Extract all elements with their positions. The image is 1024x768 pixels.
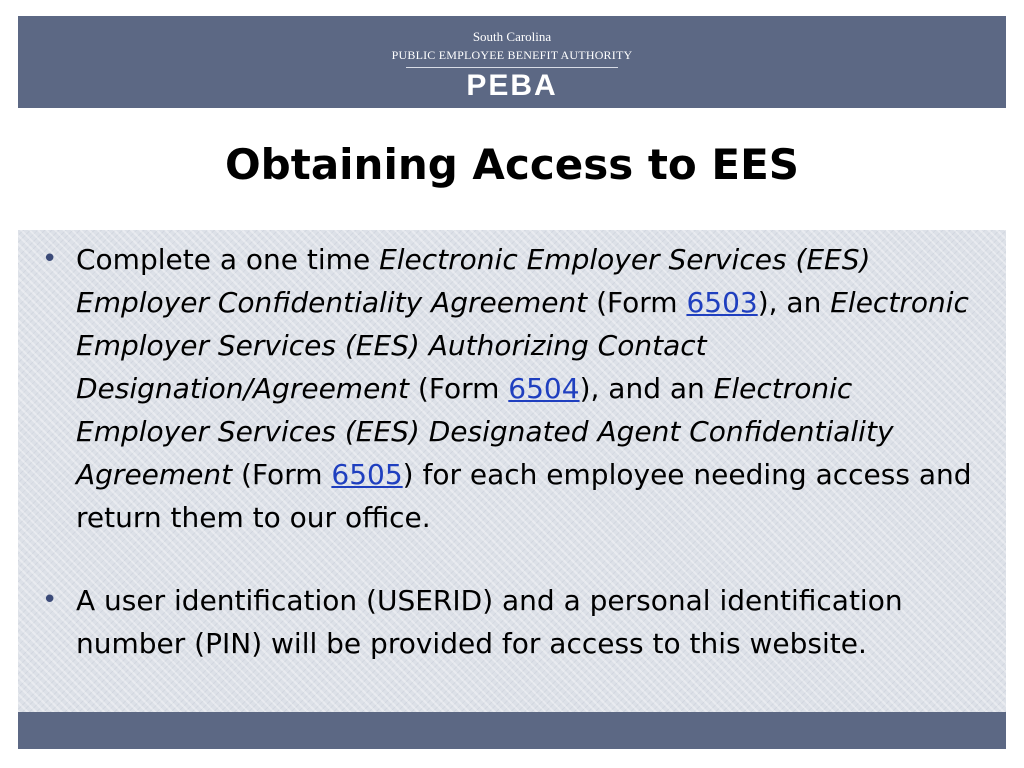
form-title-6503: Electronic Employer Services (EES) Employer Confidentiality Agreement	[76, 243, 871, 319]
bullet-text: (Form	[587, 286, 687, 319]
bullet-text: (Form	[232, 458, 332, 491]
form-6505-link[interactable]: 6505	[331, 458, 403, 491]
slide-title: Obtaining Access to EES	[224, 140, 800, 189]
bullet-item-forms	[38, 238, 993, 539]
form-6503-link[interactable]: 6503	[686, 286, 758, 319]
peba-logo	[18, 16, 1006, 108]
logo-agency-text: PUBLIC EMPLOYEE BENEFIT AUTHORITY	[391, 48, 633, 62]
bullet-dot-icon: •	[42, 585, 58, 615]
content-area	[18, 230, 1006, 712]
slide-frame	[18, 16, 1006, 749]
bullet-dot-icon: •	[42, 244, 58, 274]
form-title-6504: Electronic Employer Services (EES) Authorizing Contact Designation/Agreement	[76, 286, 969, 405]
form-title-6505: Electronic Employer Services (EES) Designated Agent Confidentiality Agreement	[76, 372, 894, 491]
bullet-text: (Form	[409, 372, 509, 405]
title-band	[18, 108, 1006, 230]
bullet-text: ), an	[757, 286, 831, 319]
form-6504-link[interactable]: 6504	[508, 372, 580, 405]
logo-state-text: South Carolina	[472, 29, 552, 44]
bullet-text: A user identification (USERID) and a personal identification number (PIN) will be provided for access to this website.	[76, 584, 903, 660]
bullet-item-userid	[38, 579, 993, 665]
bullet-list	[38, 238, 993, 665]
bullet-text: Complete a one time	[76, 243, 380, 276]
logo-wordmark: PEBA	[466, 69, 558, 102]
bullet-text: ) for each employee needing access and return them to our office.	[76, 458, 972, 534]
logo-divider	[406, 67, 618, 68]
bullet-text: ), and an	[579, 372, 714, 405]
footer-band	[18, 712, 1006, 749]
